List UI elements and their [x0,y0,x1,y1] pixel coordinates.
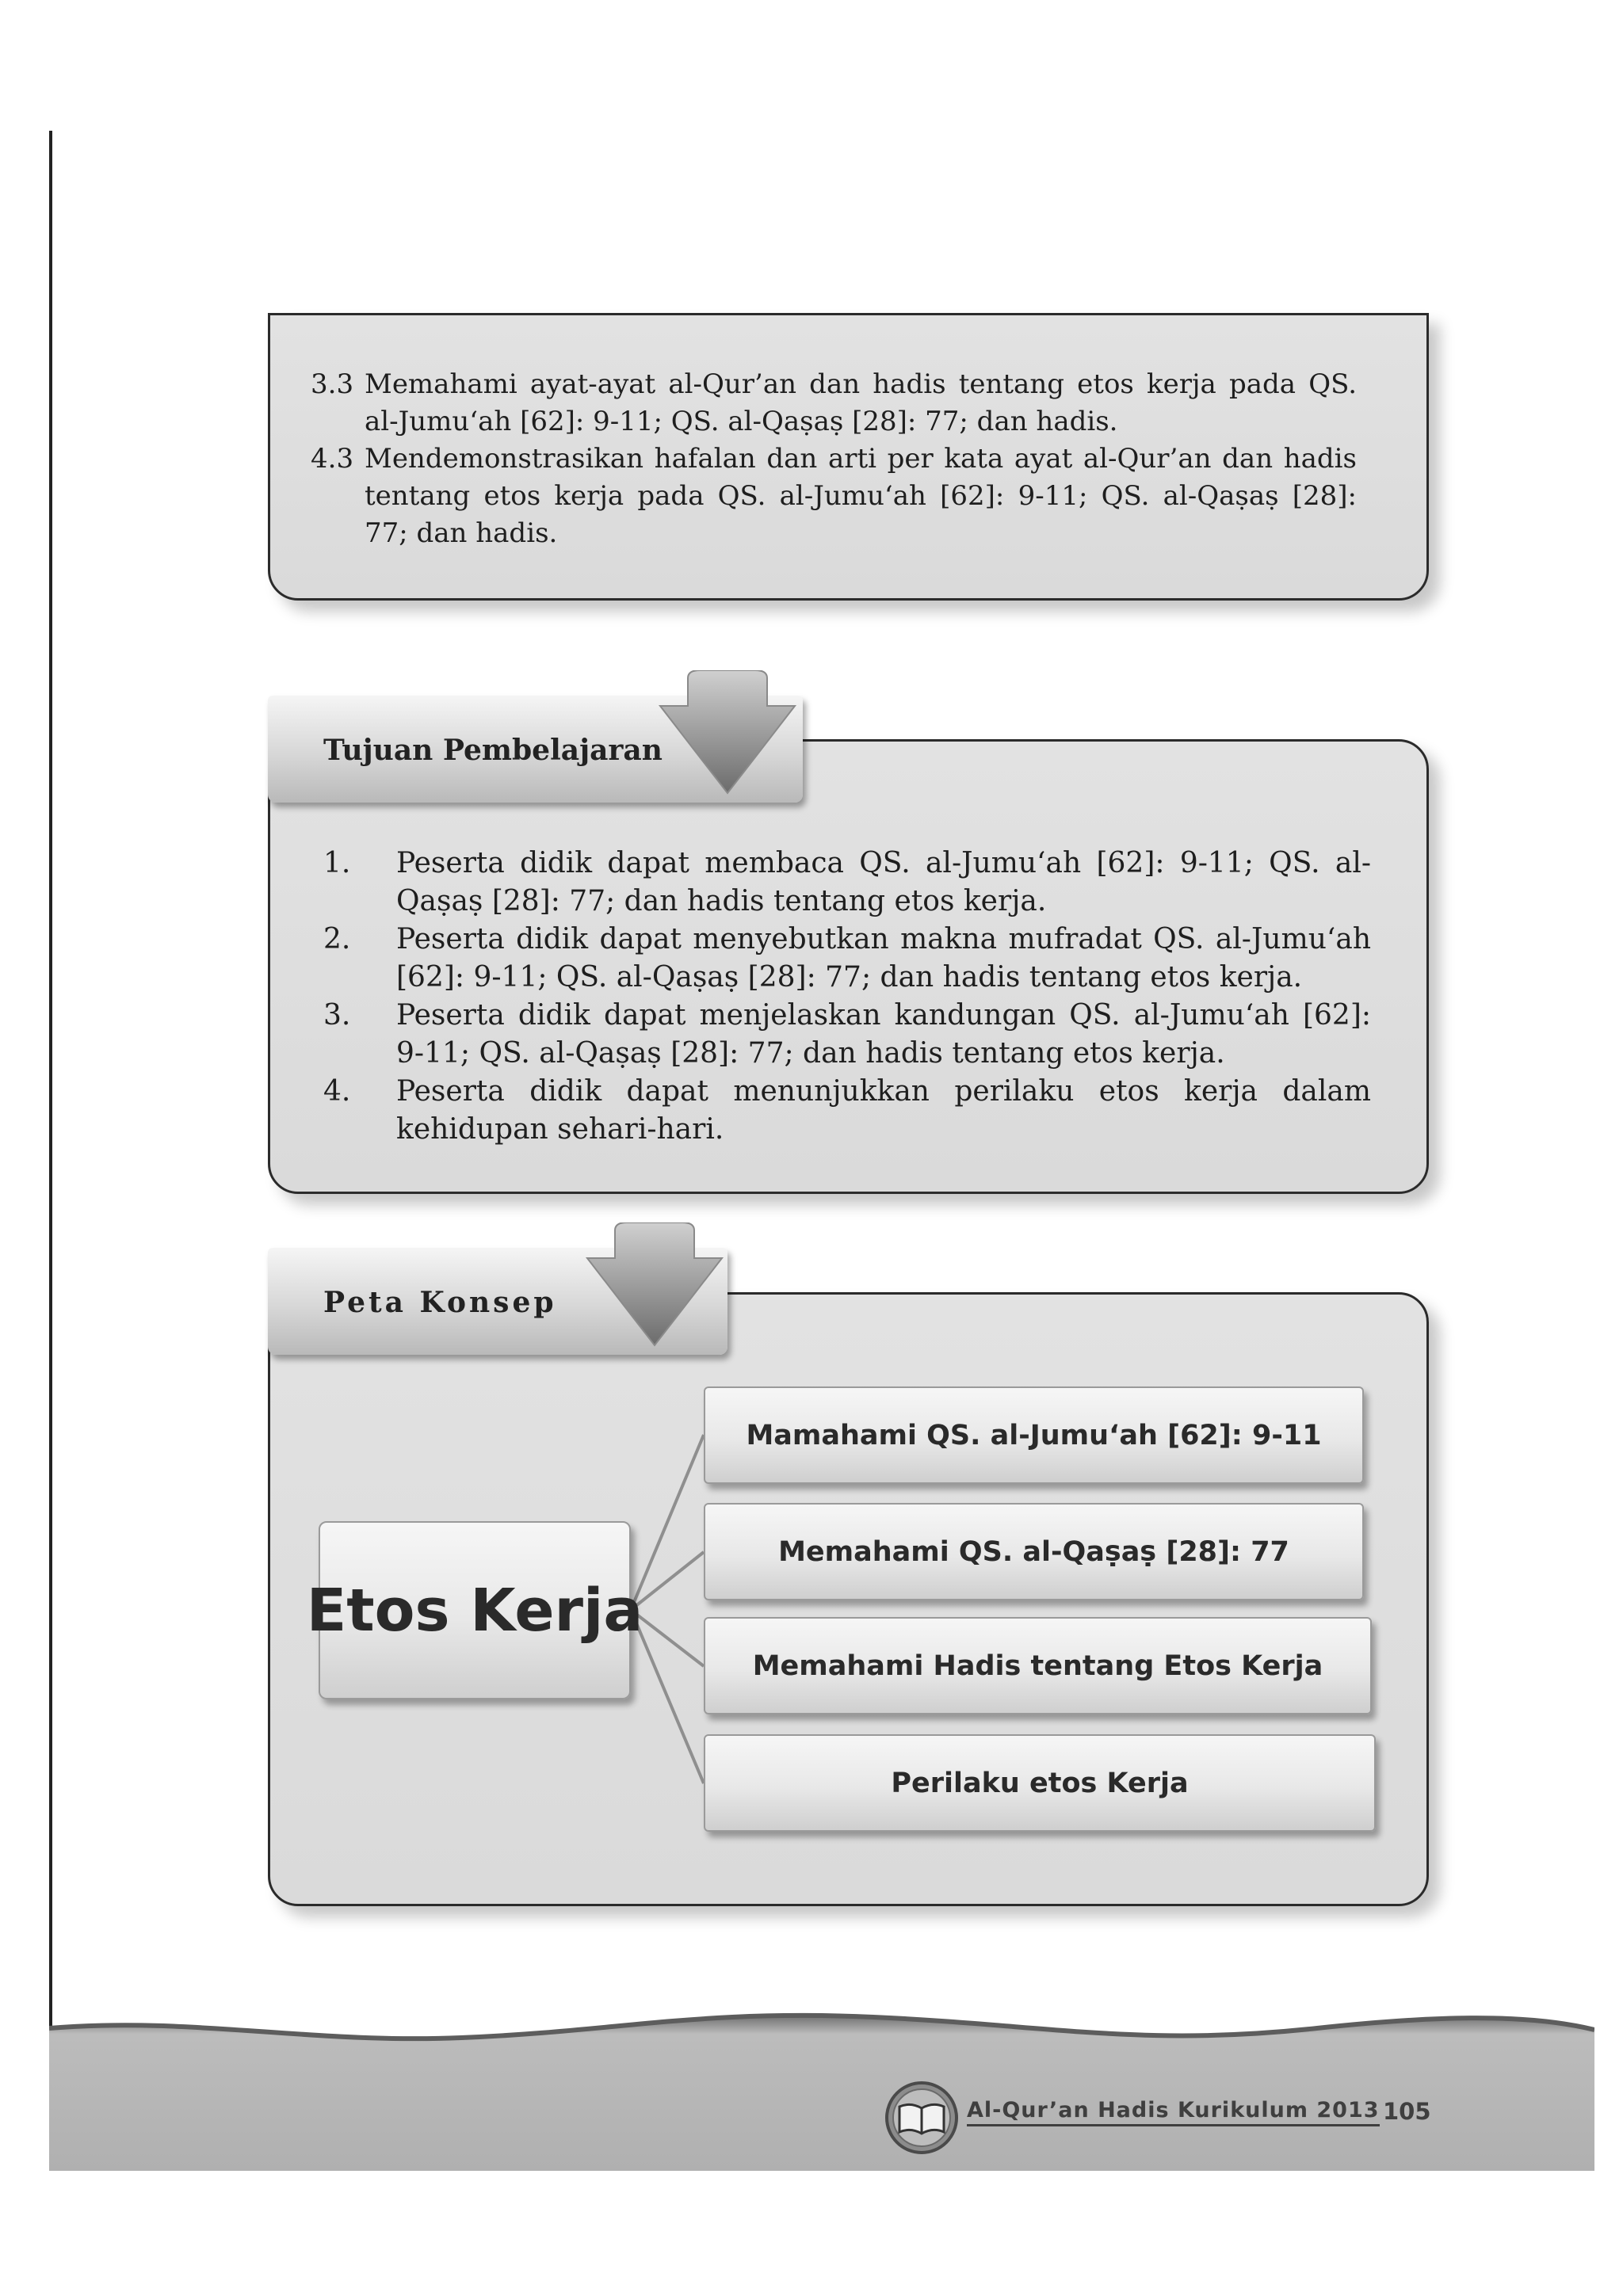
objectives-title: Tujuan Pembelajaran [323,734,663,767]
objective-number: 2. [323,923,351,955]
objective-number: 3. [323,999,351,1032]
concept-branch-label: Memahami QS. al-Qaṣaṣ [28]: 77 [778,1535,1289,1568]
concept-root-label: Etos Kerja [306,1576,643,1645]
objective-number: 4. [323,1075,351,1108]
objective-text: Peserta didik dapat menunjukkan perilaku etos kerja dalam kehidupan sehari-hari. [396,1075,1371,1146]
margin-rule [49,131,52,2167]
competency-text: Memahami ayat-ayat al-Qur’an dan hadis tentang etos kerja pada QS. al-Jumu‘ah [62]: 9-11; QS. al-Qaṣaṣ [28]: 77; dan hadis. [365,368,1357,437]
objective-item [317,921,1371,997]
competency-item [311,366,1357,441]
concept-branch-node [704,1503,1364,1600]
concept-branch-label: Mamahami QS. al-Jumu‘ah [62]: 9-11 [746,1419,1322,1451]
objective-text: Peserta didik dapat menyebutkan makna mufradat QS. al-Jumu‘ah [62]: 9-11; QS. al-Qaṣaṣ [28]: 77; dan hadis tentang etos kerja. [396,923,1371,994]
concept-branch-node [704,1734,1376,1832]
down-arrow-icon [583,1222,726,1357]
concept-branch-label: Perilaku etos Kerja [891,1767,1189,1799]
objective-number: 1. [323,847,351,879]
competency-number: 4.3 [311,443,354,475]
objective-item [317,997,1371,1073]
objectives-list [317,845,1371,1149]
concept-branch-label: Memahami Hadis tentang Etos Kerja [752,1650,1323,1682]
objectives-header-tab [268,696,803,803]
competency-list [311,366,1357,552]
footer-book-title: Al-Qur’an Hadis Kurikulum 2013 [967,2098,1380,2126]
concept-map-title: Peta Konsep [323,1286,557,1319]
objective-item [317,845,1371,921]
objective-item [317,1073,1371,1149]
competency-number: 3.3 [311,368,354,400]
down-arrow-icon [656,670,799,805]
concept-branch-node [704,1386,1364,1484]
footer-wave-band [49,2012,1594,2171]
competency-item [311,441,1357,552]
concept-map-header-tab [268,1248,727,1355]
objective-text: Peserta didik dapat menjelaskan kandungan QS. al-Jumu‘ah [62]: 9-11; QS. al-Qaṣaṣ [28]: 77; dan hadis tentang etos kerja. [396,999,1371,1070]
objective-text: Peserta didik dapat membaca QS. al-Jumu‘ah [62]: 9-11; QS. al-Qaṣaṣ [28]: 77; dan hadis tentang etos kerja. [396,847,1371,917]
concept-root-node [306,1521,643,1699]
page-number: 105 [1383,2098,1431,2125]
competency-text: Mendemonstrasikan hafalan dan arti per kata ayat al-Qur’an dan hadis tentang etos kerja pada QS. al-Jumu‘ah [62]: 9-11; QS. al-Qaṣaṣ [28]: 77; dan hadis. [365,443,1357,549]
concept-branch-node [704,1617,1372,1714]
open-book-icon [884,2080,960,2156]
